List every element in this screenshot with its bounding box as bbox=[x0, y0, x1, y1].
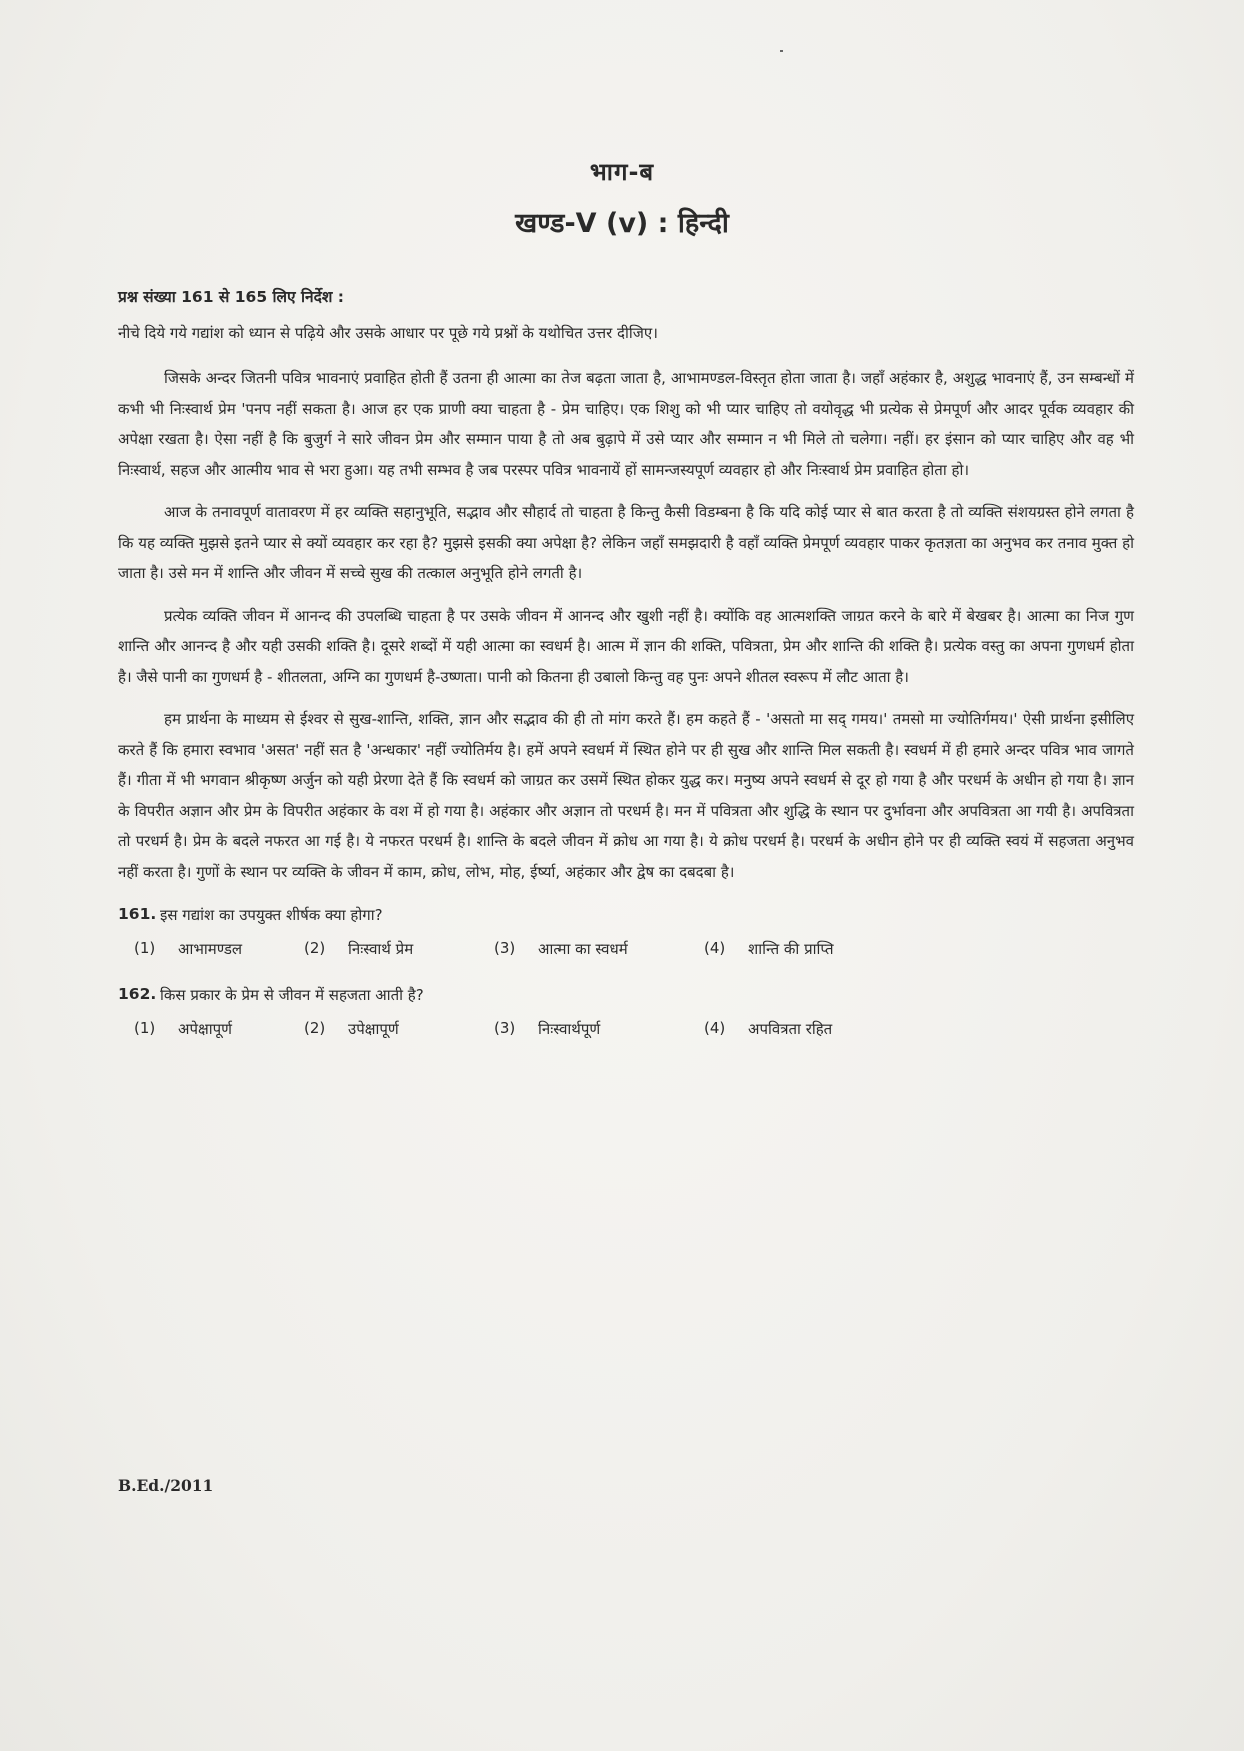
question-text: इस गद्यांश का उपयुक्त शीर्षक क्या होगा? bbox=[160, 906, 383, 924]
option-number: (2) bbox=[304, 939, 326, 957]
option-number: (4) bbox=[704, 939, 726, 957]
option-number: (3) bbox=[494, 1019, 516, 1037]
option-4[interactable] bbox=[704, 939, 934, 959]
passage-paragraph-3: प्रत्येक व्यक्ति जीवन में आनन्द की उपलब्धि चाहता है पर उसके जीवन में आनन्द और खुशी नहीं है। क्योंकि वह आत्मशक्ति जाग्रत करने के बारे में बेखबर है। आत्मा का निज गुण शान्ति और आनन्द है और यही उसकी शक्ति है। दूसरे शब्दों में यही आत्मा का स्वधर्म है। आत्म में ज्ञान की शक्ति, पवित्रता, प्रेम और शान्ति की शक्ति है। प्रत्येक वस्तु का अपना गुणधर्म होता है। जैसे पानी का गुणधर्म है - शीतलता, अग्नि का गुणधर्म है-उष्णता। पानी को कितना ही उबालो किन्तु वह पुनः अपने शीतल स्वरूप में लौट आता है। bbox=[118, 606, 1134, 686]
question-text: किस प्रकार के प्रेम से जीवन में सहजता आती है? bbox=[160, 986, 424, 1004]
option-1[interactable] bbox=[134, 939, 304, 959]
option-3[interactable] bbox=[494, 1019, 704, 1039]
part-title: भाग-ब bbox=[589, 158, 655, 186]
option-text: आत्मा का स्वधर्म bbox=[538, 940, 628, 958]
option-text: शान्ति की प्राप्ति bbox=[748, 940, 834, 958]
question-number: 162. bbox=[118, 985, 157, 1003]
option-text: उपेक्षापूर्ण bbox=[348, 1020, 399, 1038]
instructions-text: नीचे दिये गये गद्यांश को ध्यान से पढ़िये और उसके आधार पर पूछे गये प्रश्नों के यथोचित उत्तर दीजिए। bbox=[118, 324, 658, 342]
question-161 bbox=[118, 905, 1134, 959]
footer-code: B.Ed./2011 bbox=[118, 1476, 214, 1495]
speck bbox=[780, 50, 783, 52]
section-title: खण्ड-V (v) : हिन्दी bbox=[515, 208, 729, 239]
options bbox=[118, 1019, 1134, 1039]
option-1[interactable] bbox=[134, 1019, 304, 1039]
content bbox=[118, 285, 1134, 1065]
option-text: निःस्वार्थ प्रेम bbox=[348, 940, 414, 958]
instructions-heading: प्रश्न संख्या 161 से 165 लिए निर्देश : bbox=[118, 288, 344, 306]
option-2[interactable] bbox=[304, 1019, 494, 1039]
options bbox=[118, 939, 1134, 959]
option-number: (2) bbox=[304, 1019, 326, 1037]
option-4[interactable] bbox=[704, 1019, 934, 1039]
question-162 bbox=[118, 985, 1134, 1039]
option-number: (1) bbox=[134, 939, 156, 957]
option-number: (4) bbox=[704, 1019, 726, 1037]
option-2[interactable] bbox=[304, 939, 494, 959]
option-number: (3) bbox=[494, 939, 516, 957]
passage-paragraph-1: जिसके अन्दर जितनी पवित्र भावनाएं प्रवाहित होती हैं उतना ही आत्मा का तेज बढ़ता जाता है, आभामण्डल-विस्तृत होता जाता है। जहाँ अहंकार है, अशुद्ध भावनाएं हैं, उन सम्बन्धों में कभी भी निःस्वार्थ प्रेम 'पनप नहीं सकता है। आज हर एक प्राणी क्या चाहता है - प्रेम चाहिए। एक शिशु को भी प्यार चाहिए तो वयोवृद्ध भी प्रत्येक से प्रेमपूर्ण और आदर पूर्वक व्यवहार की अपेक्षा रखता है। ऐसा नहीं है कि बुजुर्ग ने सारे जीवन प्रेम और सम्मान पाया है तो अब बुढ़ापे में उसे प्यार और सम्मान न भी मिले तो चलेगा। नहीं। हर इंसान को प्यार चाहिए और वह भी निःस्वार्थ, सहज और आत्मीय भाव से भरा हुआ। यह तभी सम्भव है जब परस्पर पवित्र भावनायें हों सामन्जस्यपूर्ण व्यवहार हो और निःस्वार्थ प्रेम प्रवाहित होता हो। bbox=[118, 369, 1134, 479]
option-text: अपवित्रता रहित bbox=[748, 1020, 833, 1038]
option-text: अपेक्षापूर्ण bbox=[178, 1020, 232, 1038]
question-number: 161. bbox=[118, 905, 157, 923]
option-number: (1) bbox=[134, 1019, 156, 1037]
option-3[interactable] bbox=[494, 939, 704, 959]
questions bbox=[118, 905, 1134, 1039]
passage-paragraph-2: आज के तनावपूर्ण वातावरण में हर व्यक्ति सहानुभूति, सद्भाव और सौहार्द तो चाहता है किन्तु कैसी विडम्बना है कि यदि कोई प्यार से बात करता है तो व्यक्ति संशयग्रस्त होने लगता है कि यह व्यक्ति मुझसे इतने प्यार से क्यों व्यवहार कर रहा है? मुझसे इसकी क्या अपेक्षा है? लेकिन जहाँ समझदारी है वहाँ व्यक्ति प्रेमपूर्ण व्यवहार पाकर कृतज्ञता का अनुभव कर तनाव मुक्त हो जाता है। उसे मन में शान्ति और जीवन में सच्चे सुख की तत्काल अनुभूति होने लगती है। bbox=[118, 503, 1134, 582]
option-text: आभामण्डल bbox=[178, 940, 243, 958]
option-text: निःस्वार्थपूर्ण bbox=[538, 1020, 601, 1038]
passage-paragraph-4: हम प्रार्थना के माध्यम से ईश्वर से सुख-शान्ति, शक्ति, ज्ञान और सद्भाव की ही तो मांग करते हैं। हम कहते हैं - 'असतो मा सद् गमय।' तमसो मा ज्योतिर्गमय।' ऐसी प्रार्थना इसीलिए करते हैं कि हमारा स्वभाव 'असत' नहीं सत है 'अन्धकार' नहीं ज्योतिर्मय है। हमें अपने स्वधर्म में स्थित होने पर ही सुख और शान्ति मिल सकती है। स्वधर्म में ही हमारे अन्दर पवित्र भाव जागते हैं। गीता में भी भगवान श्रीकृष्ण अर्जुन को यही प्रेरणा देते हैं कि स्वधर्म को जाग्रत कर उसमें स्थित होकर युद्ध कर। मनुष्य अपने स्वधर्म से दूर हो गया है और परधर्म के अधीन हो गया है। ज्ञान के विपरीत अज्ञान और प्रेम के विपरीत अहंकार के वश में हो गया है। अहंकार और अज्ञान तो परधर्म है। मन में पवित्रता और शुद्धि के स्थान पर दुर्भावना और अपवित्रता आ गयी है। अपवित्रता तो परधर्म है। प्रेम के बदले नफरत आ गई है। ये नफरत परधर्म है। शान्ति के बदले जीवन में क्रोध आ गया है। ये क्रोध परधर्म है। परधर्म के अधीन होने पर ही व्यक्ति स्वयं में सहजता अनुभव नहीं करता है। गुणों के स्थान पर व्यक्ति के जीवन में काम, क्रोध, लोभ, मोह, ईर्ष्या, अहंकार और द्वेष का दबदबा है। bbox=[118, 710, 1134, 881]
